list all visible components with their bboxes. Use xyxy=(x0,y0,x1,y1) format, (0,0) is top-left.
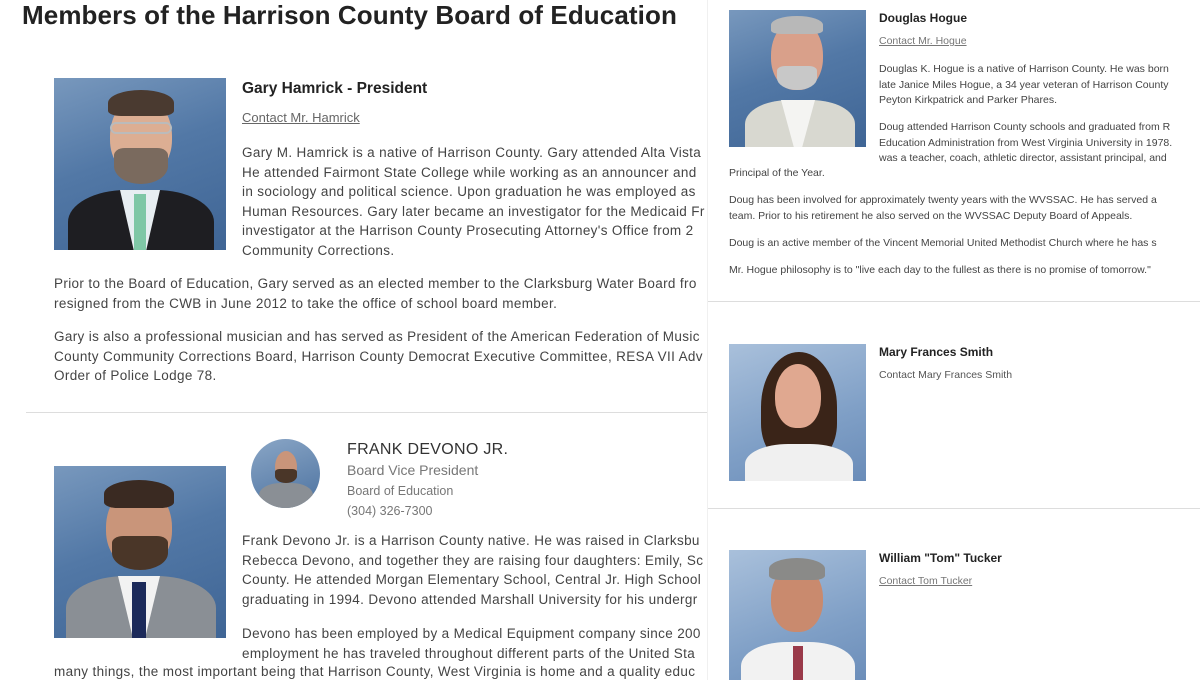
hogue-paragraph-3 xyxy=(729,193,1157,224)
tucker-photo xyxy=(729,550,866,680)
contact-hogue-link[interactable]: Contact Mr. Hogue xyxy=(879,35,967,47)
right-panel xyxy=(707,0,1200,680)
text-line: team. Prior to his retirement he also served on the WVSSAC Deputy Board of Appeals. xyxy=(729,209,1133,222)
devono-bio xyxy=(242,531,703,609)
text-line: resigned from the CWB in June 2012 to take the office of school board member. xyxy=(54,295,558,311)
hamrick-paragraph-3 xyxy=(54,327,703,386)
text-line: Order of Police Lodge 78. xyxy=(54,368,217,383)
devono-phone[interactable]: (304) 326-7300 xyxy=(347,504,433,518)
tucker-name: William "Tom" Tucker xyxy=(879,551,1002,565)
devono-org: Board of Education xyxy=(347,484,454,498)
devono-photo xyxy=(54,466,226,638)
hamrick-bio xyxy=(242,143,705,260)
text-line: Doug attended Harrison County schools and graduated from R xyxy=(879,121,1171,133)
text-line: Principal of the Year. xyxy=(729,167,825,179)
section-divider xyxy=(708,508,1200,509)
text-line: County Community Corrections Board, Harrison County Democrat Executive Committee, RESA VII Adv xyxy=(54,348,703,364)
text-line: Prior to the Board of Education, Gary served as an elected member to the Clarksburg Water Board fro xyxy=(54,276,697,291)
hogue-name: Douglas Hogue xyxy=(879,11,968,25)
text-line: was a teacher, coach, athletic director, assistant principal, and xyxy=(879,152,1167,164)
devono-avatar xyxy=(251,439,320,508)
devono-role: Board Vice President xyxy=(347,462,479,478)
text-line: He attended Fairmont State College while working as an announcer and xyxy=(242,164,697,180)
hogue-paragraph-4 xyxy=(729,236,1157,252)
text-line: employment he has traveled throughout different parts of the United Sta xyxy=(242,645,696,661)
hogue-photo xyxy=(729,10,866,147)
hogue-paragraph-5 xyxy=(729,263,1151,279)
text-line: late Janice Miles Hogue, a 34 year veteran of Harrison County xyxy=(879,78,1169,91)
hamrick-photo xyxy=(54,78,226,250)
hamrick-name: Gary Hamrick - President xyxy=(242,80,428,97)
text-line: Human Resources. Gary later became an investigator for the Medicaid Fr xyxy=(242,203,705,219)
hogue-paragraph-2-continued xyxy=(729,166,825,182)
text-line: Doug is an active member of the Vincent Memorial United Methodist Church where he has s xyxy=(729,237,1157,249)
text-line: Douglas K. Hogue is a native of Harrison County. He was born xyxy=(879,63,1169,75)
text-line: Doug has been involved for approximately twenty years with the WVSSAC. He has served a xyxy=(729,194,1157,206)
hogue-paragraph-2 xyxy=(879,120,1172,167)
hogue-bio xyxy=(879,62,1169,109)
text-line: in sociology and political science. Upon graduation he was employed as xyxy=(242,184,696,199)
page-title: Members of the Harrison County Board of Education xyxy=(22,0,677,30)
devono-paragraph-2 xyxy=(242,624,701,663)
text-line: Rebecca Devono, and together they are raising four daughters: Emily, Sc xyxy=(242,552,704,568)
text-line: County. He attended Morgan Elementary School, Central Jr. High School xyxy=(242,572,702,587)
text-line: Education Administration from West Virginia University in 1978. xyxy=(879,136,1173,149)
text-line: Gary is also a professional musician and has served as President of the American Federation of Music xyxy=(54,329,700,344)
text-line: investigator at the Harrison County Prosecuting Attorney's Office from 2 xyxy=(242,223,694,238)
text-line: Peyton Kirkpatrick and Parker Phares. xyxy=(879,94,1057,106)
text-line: Community Corrections. xyxy=(242,242,395,258)
section-divider xyxy=(26,412,707,413)
contact-hamrick-link[interactable]: Contact Mr. Hamrick xyxy=(242,110,360,125)
smith-name: Mary Frances Smith xyxy=(879,345,994,359)
section-divider xyxy=(708,301,1200,302)
text-line: many things, the most important being that Harrison County, West Virginia is home and a quality educ xyxy=(54,664,696,679)
text-line: Devono has been employed by a Medical Equipment company since 200 xyxy=(242,626,701,641)
contact-tucker-link[interactable]: Contact Tom Tucker xyxy=(879,575,973,587)
hamrick-paragraph-2 xyxy=(54,274,697,313)
smith-photo xyxy=(729,344,866,481)
text-line: graduating in 1994. Devono attended Marshall University for his undergr xyxy=(242,591,698,607)
text-line: Gary M. Hamrick is a native of Harrison County. Gary attended Alta Vista xyxy=(242,145,702,160)
devono-name: FRANK DEVONO JR. xyxy=(347,441,509,458)
text-line: Frank Devono Jr. is a Harrison County native. He was raised in Clarksbu xyxy=(242,533,700,548)
contact-smith-link[interactable]: Contact Mary Frances Smith xyxy=(879,369,1013,381)
devono-paragraph-2-continued xyxy=(54,662,695,680)
text-line: Mr. Hogue philosophy is to "live each day to the fullest as there is no promise of tomorrow." xyxy=(729,264,1151,276)
